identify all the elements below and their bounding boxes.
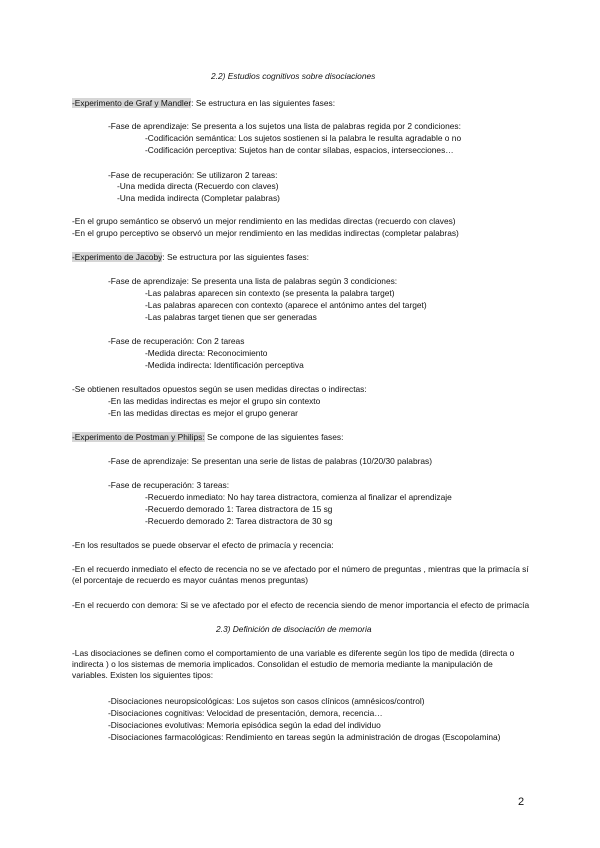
- postman-delayed-result: -En el recuerdo con demora: Si se ve afectado por el efecto de recencia siendo de menor importancia el efecto de primacía: [72, 600, 530, 610]
- postman-recovery-phase: -Fase de recuperación: 3 tareas:: [108, 480, 230, 490]
- dissociation-type: -Disociaciones neuropsicológicas: Los sujetos son casos clínicos (amnésicos/control): [108, 696, 425, 706]
- section-2-2-title: 2.2) Estudios cognitivos sobre disociaciones: [211, 71, 376, 81]
- postman-heading-highlight: -Experimento de Postman y Philips:: [72, 432, 205, 442]
- postman-immediate-result: -En el recuerdo inmediato el efecto de recencia no se ve afectado por el número de preguntas , mientras que la primacía sí (el porcentaje de recuerdo es mayor cuántas menos preguntas): [72, 564, 529, 585]
- graf-heading-rest: : Se estructura en las siguientes fases:: [191, 98, 336, 108]
- jacoby-heading-rest: : Se estructura por las siguientes fases:: [162, 252, 309, 262]
- graf-result: -En el grupo semántico se observó un mejor rendimiento en las medidas directas (recuerdo con claves): [72, 216, 456, 226]
- section-2-3-title: 2.3) Definición de disociación de memoria: [216, 624, 372, 634]
- postman-learning-phase: -Fase de aprendizaje: Se presentan una serie de listas de palabras (10/20/30 palabras): [108, 456, 433, 466]
- postman-recovery-item: -Recuerdo inmediato: No hay tarea distractora, comienza al finalizar el aprendizaje: [145, 492, 452, 502]
- postman-recovery-item: -Recuerdo demorado 2: Tarea distractora de 30 sg: [145, 516, 333, 526]
- dissociation-type: -Disociaciones evolutivas: Memoria episódica según la edad del individuo: [108, 720, 381, 730]
- graf-recovery-item: -Una medida indirecta (Completar palabras): [117, 193, 280, 203]
- jacoby-learning-phase: -Fase de aprendizaje: Se presenta una lista de palabras según 3 condiciones:: [108, 276, 398, 286]
- jacoby-heading-highlight: -Experimento de Jacoby: [72, 252, 163, 262]
- jacoby-learning-item: -Las palabras aparecen con contexto (aparece el antónimo antes del target): [145, 300, 427, 310]
- graf-heading-highlight: -Experimento de Graf y Mandler: [72, 98, 192, 108]
- graf-result: -En el grupo perceptivo se observó un mejor rendimiento en las medidas indirectas (completar palabras): [72, 228, 459, 238]
- dissociation-type: -Disociaciones cognitivas: Velocidad de presentación, demora, recencia…: [108, 708, 383, 718]
- jacoby-recovery-phase: -Fase de recuperación: Con 2 tareas: [108, 336, 245, 346]
- jacoby-learning-item: -Las palabras aparecen sin contexto (se presenta la palabra target): [145, 288, 395, 298]
- graf-learning-item: -Codificación semántica: Los sujetos sostienen si la palabra le resulta agradable o no: [145, 133, 462, 143]
- graf-learning-item: -Codificación perceptiva: Sujetos han de contar sílabas, espacios, intersecciones…: [145, 145, 454, 155]
- graf-recovery-item: -Una medida directa (Recuerdo con claves): [117, 181, 279, 191]
- jacoby-result: -En las medidas directas es mejor el grupo generar: [108, 408, 298, 418]
- graf-recovery-phase: -Fase de recuperación: Se utilizaron 2 tareas:: [108, 170, 278, 180]
- postman-results-intro: -En los resultados se puede observar el efecto de primacía y recencia:: [72, 540, 334, 550]
- jacoby-recovery-item: -Medida indirecta: Identificación perceptiva: [145, 360, 304, 370]
- dissociation-definition: -Las disociaciones se definen como el comportamiento de una variable es diferente según los tipo de medida (directa o indirecta ) o los sistemas de memoria implicados. Consolidan el estudio de memoria mediante la manipulación de variables. Existen los siguientes tipos:: [72, 648, 515, 680]
- page-number: 2: [518, 796, 525, 808]
- graf-heading: [72, 98, 335, 109]
- graf-learning-phase: -Fase de aprendizaje: Se presenta a los sujetos una lista de palabras regida por 2 condiciones:: [108, 121, 461, 131]
- postman-recovery-item: -Recuerdo demorado 1: Tarea distractora de 15 sg: [145, 504, 333, 514]
- jacoby-recovery-item: -Medida directa: Reconocimiento: [145, 348, 268, 358]
- jacoby-learning-item: -Las palabras target tienen que ser generadas: [145, 312, 317, 322]
- dissociation-type: -Disociaciones farmacológicas: Rendimiento en tareas según la administración de drogas (Escopolamina): [108, 732, 501, 742]
- jacoby-results-intro: -Se obtienen resultados opuestos según se usen medidas directas o indirectas:: [72, 384, 367, 394]
- postman-heading: [72, 432, 343, 443]
- jacoby-result: -En las medidas indirectas es mejor el grupo sin contexto: [108, 396, 321, 406]
- jacoby-heading: [72, 252, 309, 263]
- postman-heading-rest: Se compone de las siguientes fases:: [204, 432, 344, 442]
